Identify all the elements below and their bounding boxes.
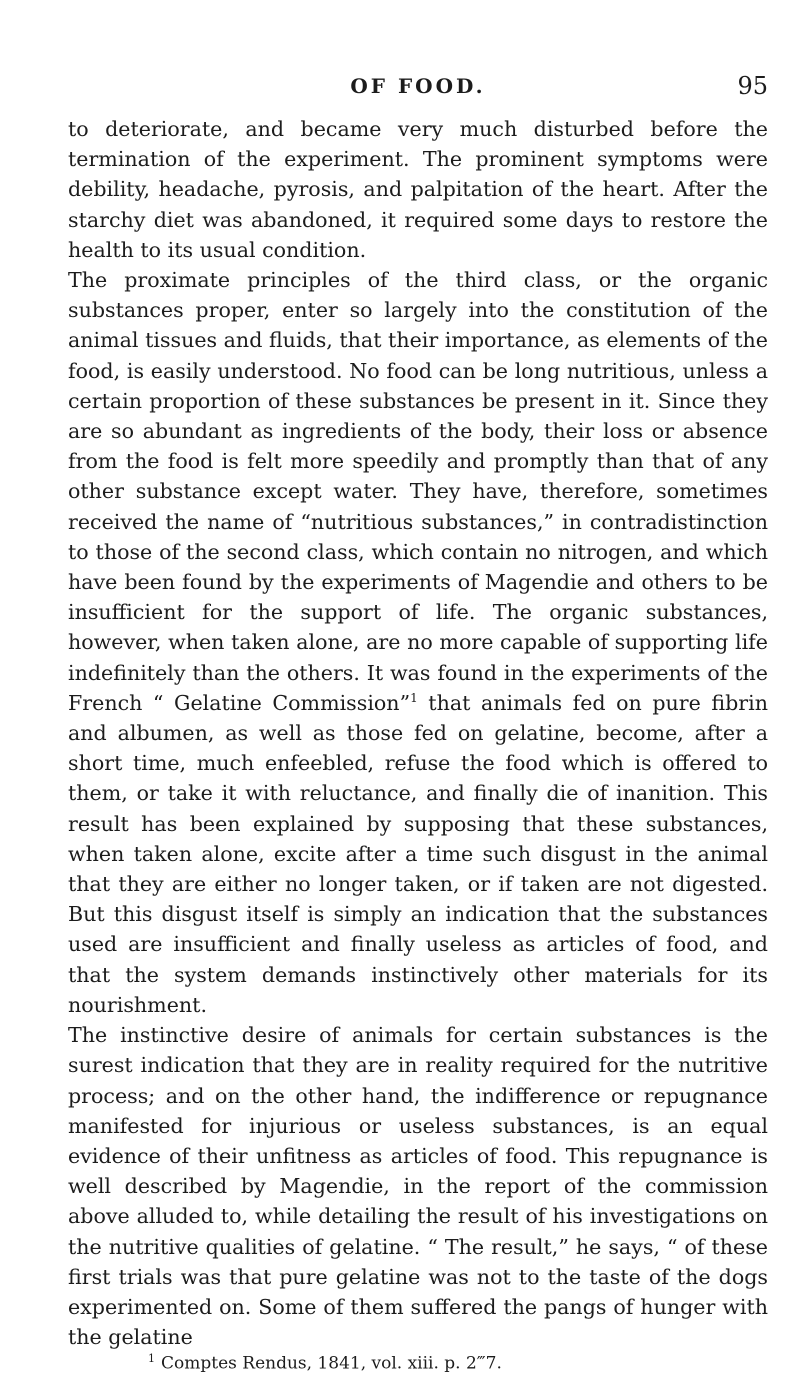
footnote-reference: 1 <box>410 691 418 705</box>
body-text <box>68 114 768 1352</box>
footnote-mark: 1 <box>148 1352 155 1365</box>
paragraph-text: that animals fed on pure fibrin and albumen, as well as those fed on gelatine, become, after a short time, much enfeebled, refuse the food which is offered to them, or take it with reluctance, and finally die of inanition. This result has been explained by supposing that these substances, when taken alone, excite after a time such disgust in the animal that they are either no longer taken, or if taken are not digested. But this disgust itself is simply an indication that the substances used are insufficient and finally useless as articles of food, and that the system demands instinctively other materials for its nourishment. <box>68 690 769 1017</box>
page-number: 95 <box>737 72 768 100</box>
footnote <box>148 1348 768 1375</box>
paragraph <box>68 265 768 1020</box>
paragraph: to deteriorate, and became very much disturbed before the termination of the experiment. The prominent symptoms were debility, headache, pyrosis, and palpitation of the heart. After the starchy diet was abandoned, it required some days to restore the health to its usual condition. <box>68 117 768 262</box>
running-head <box>68 72 768 104</box>
paragraph-text: The proximate principles of the third class, or the organic substances proper, enter so largely into the constitution of the animal tissues and fluids, that their importance, as elements of the food, is easily understood. No food can be long nutritious, unless a certain proportion of these substances be present in it. Since they are so abundant as ingredients of the body, their loss or absence from the food is felt more speedily and promptly than that of any other substance except water. They have, therefore, sometimes received the name of “nutritious substances,” in contradistinction to those of the second class, which contain no nitrogen, and which have been found by the experiments of Magendie and others to be insufficient for the support of life. The organic substances, however, when taken alone, are no more capable of supporting life indefinitely than the others. It was found in the experiments of the French “ Gelatine Commission” <box>68 268 768 715</box>
footnote-text: Comptes Rendus, 1841, vol. xiii. p. 2‴7. <box>161 1353 502 1374</box>
paragraph: The instinctive desire of animals for certain substances is the surest indication that they are in reality required for the nutritive process; and on the other hand, the indifference or repugnance manifested for injurious or useless substances, is an equal evidence of their unfitness as articles of food. This repugnance is well described by Magendie, in the report of the commission above alluded to, while detailing the result of his investigations on the nutritive qualities of gelatine. “ The result,” he says, “ of these first trials was that pure gelatine was not to the taste of the dogs experimented on. Some of them suffered the pangs of hunger with the gelatine <box>68 1023 768 1350</box>
running-title: OF FOOD. <box>350 74 486 98</box>
